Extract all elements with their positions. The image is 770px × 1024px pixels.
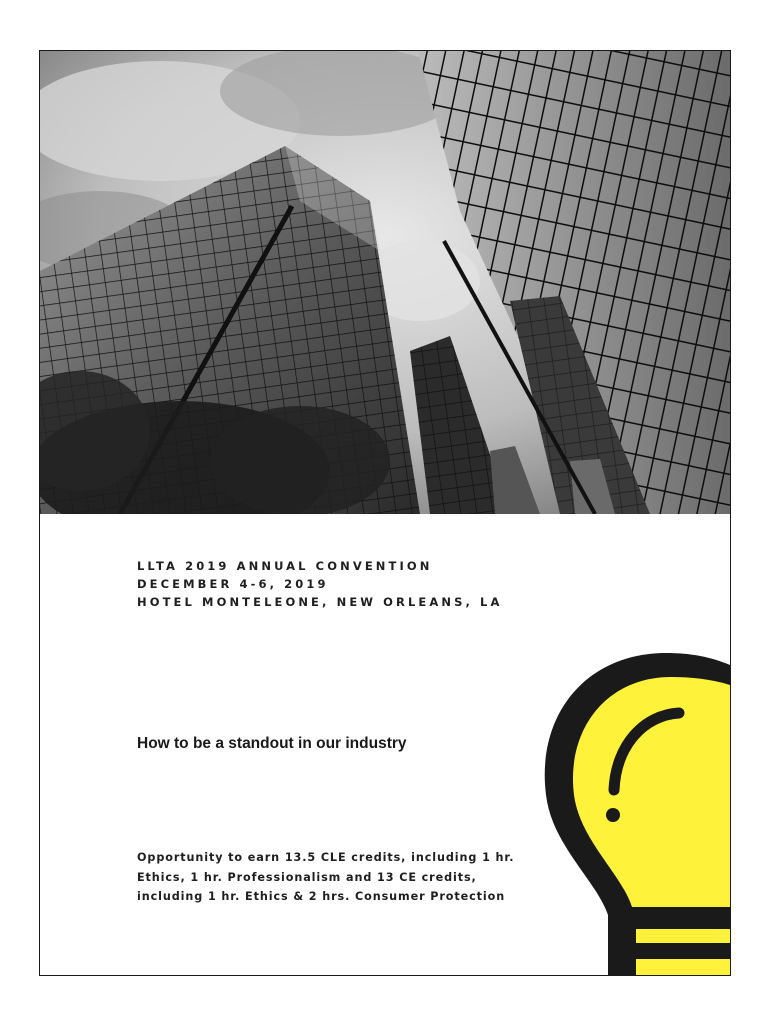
credits-line-1: Opportunity to earn 13.5 CLE credits, including 1 hr.: [137, 851, 515, 864]
credits-line-2: Ethics, 1 hr. Professionalism and 13 CE credits,: [137, 870, 477, 884]
event-dates: DECEMBER 4-6, 2019: [137, 577, 329, 591]
event-venue: HOTEL MONTELEONE, NEW ORLEANS, LA: [137, 595, 503, 609]
headline: How to be a standout in our industry: [137, 735, 407, 752]
credits-text: [137, 848, 577, 907]
flyer-page: [39, 50, 731, 976]
skyscrapers-photo: [40, 51, 730, 514]
lightbulb-icon: [536, 645, 730, 975]
event-details: [137, 557, 502, 611]
event-title: LLTA 2019 ANNUAL CONVENTION: [137, 559, 433, 573]
credits-line-3: including 1 hr. Ethics & 2 hrs. Consumer Protection: [137, 890, 506, 903]
